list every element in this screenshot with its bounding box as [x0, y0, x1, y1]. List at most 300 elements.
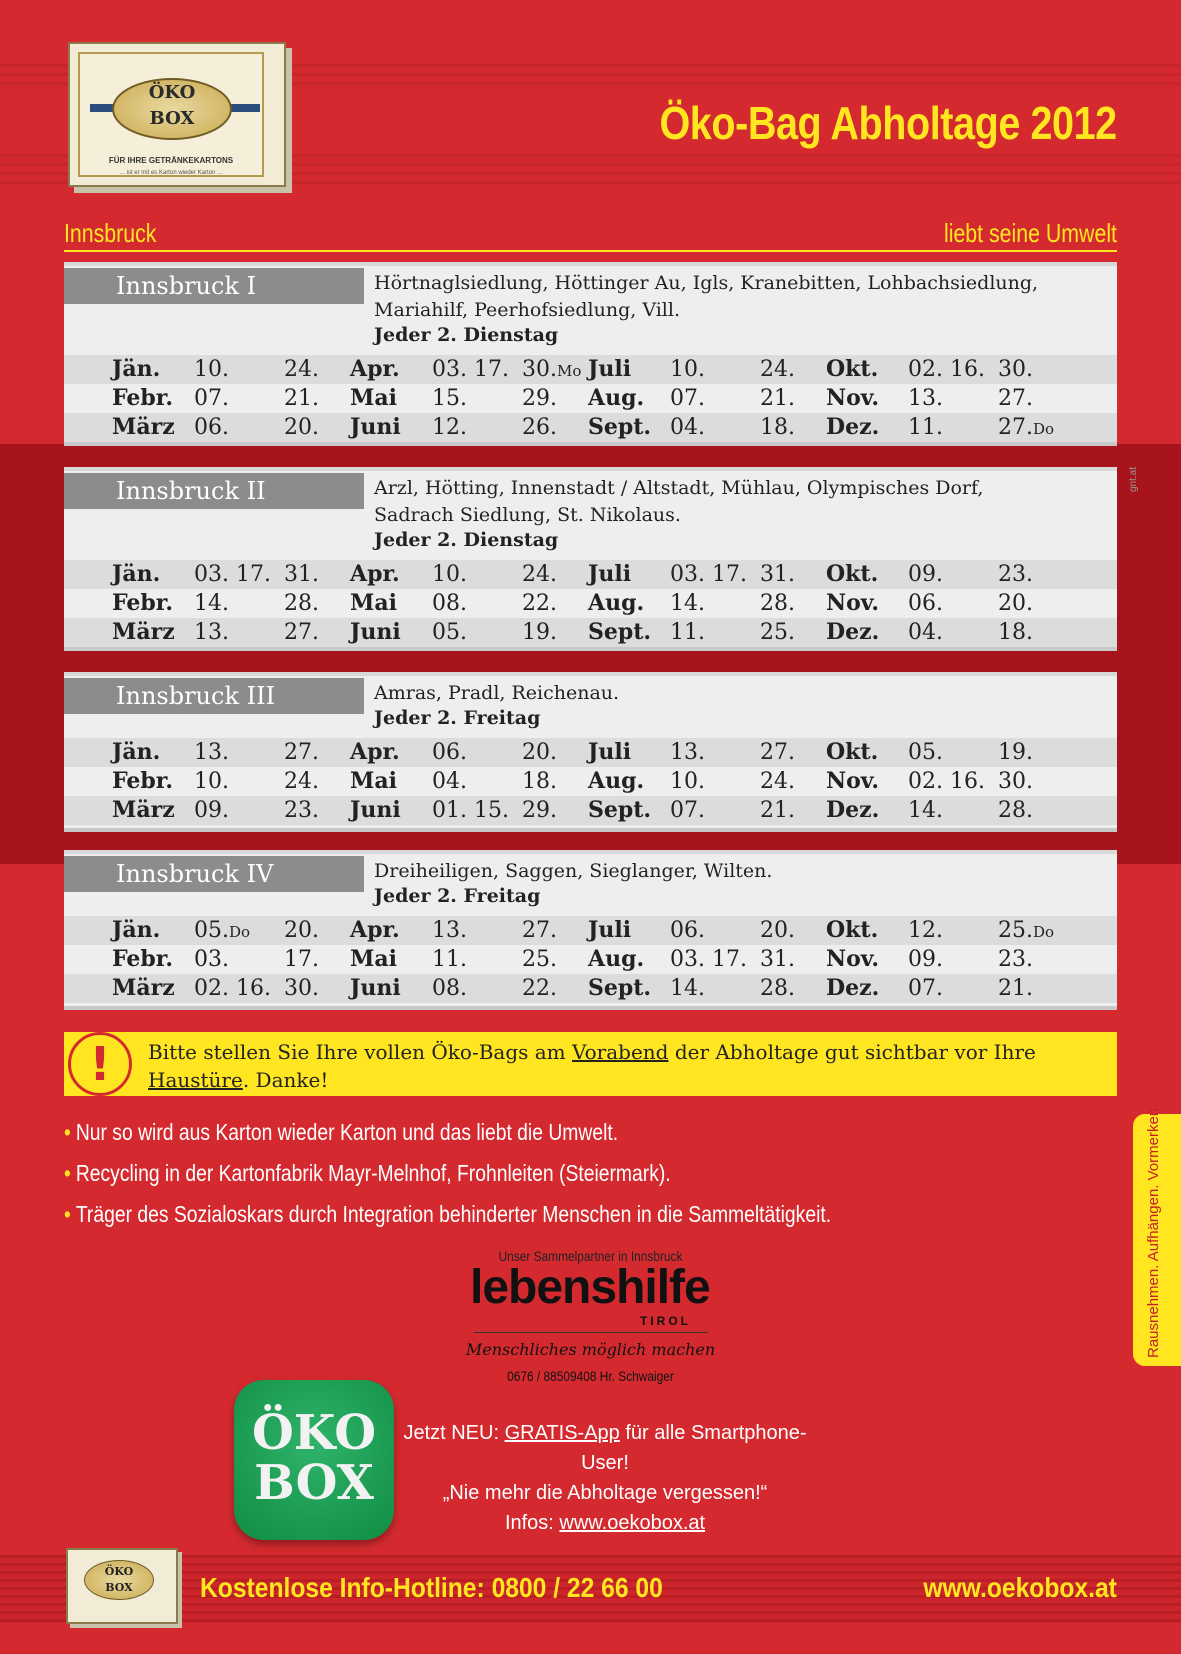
bullet-dot-icon: • [64, 1160, 71, 1186]
date-value: 25. [522, 947, 557, 972]
pickup-date [194, 384, 229, 413]
app-icon[interactable] [234, 1380, 394, 1540]
pickup-date [194, 916, 250, 947]
bullet-item [64, 1194, 831, 1235]
date-value: 27. [998, 386, 1033, 411]
date-value: 21. [284, 386, 319, 411]
date-value: 14. [670, 591, 705, 616]
pickup-date [760, 355, 795, 384]
side-credit: gnt.at [1128, 466, 1139, 492]
pickup-date [194, 589, 229, 618]
month-label: Mai [350, 590, 397, 616]
pickup-date [670, 384, 705, 413]
pickup-date [432, 618, 467, 647]
pickup-date [522, 796, 557, 825]
pickup-date [998, 916, 1054, 947]
schedule-rule: Jeder 2. Dienstag [374, 324, 559, 346]
date-value: 30. [284, 976, 319, 1001]
pickup-date [194, 974, 271, 1003]
month-label: Jän. [112, 739, 161, 765]
date-row [64, 974, 1117, 1003]
pickup-date [908, 384, 943, 413]
date-value: 24. [760, 769, 795, 794]
pickup-date [908, 560, 943, 589]
date-value: 20. [284, 918, 319, 943]
page-title: Öko-Bag Abholtage 2012 [659, 97, 1117, 149]
pickup-date [998, 355, 1033, 384]
date-value: 04. [432, 769, 467, 794]
date-value: 20. [522, 740, 557, 765]
pickup-date [432, 355, 509, 384]
date-value: 10. [670, 769, 705, 794]
pickup-date [908, 974, 943, 1003]
date-value: 13. [908, 386, 943, 411]
footer-logo [66, 1548, 178, 1624]
date-value: 06. [670, 918, 705, 943]
date-value: 09. [908, 562, 943, 587]
date-value: 23. [998, 947, 1033, 972]
date-value: 27. [284, 740, 319, 765]
pickup-date [760, 945, 795, 974]
partner-caption: Unser Sammelpartner in Innsbruck [498, 1248, 683, 1264]
date-rows [64, 355, 1117, 442]
pickup-date [670, 355, 705, 384]
month-label: Juni [350, 414, 401, 440]
pickup-date [284, 355, 319, 384]
month-label: Aug. [588, 385, 645, 411]
month-label: Dez. [826, 414, 880, 440]
divider-line [64, 250, 1117, 252]
app-icon-line1: ÖKO [251, 1405, 377, 1461]
month-label: März [112, 414, 175, 440]
pickup-date [760, 767, 795, 796]
month-label: Juni [350, 619, 401, 645]
date-value: 04. [670, 415, 705, 440]
month-label: Okt. [826, 917, 879, 943]
pickup-date [998, 413, 1054, 444]
date-value: 18. [522, 769, 557, 794]
month-label: März [112, 975, 175, 1001]
date-value: 07. [670, 798, 705, 823]
date-value: 11. [432, 947, 467, 972]
month-label: Febr. [112, 768, 174, 794]
pickup-date [432, 413, 467, 442]
notice-part2: der Abholtage gut sichtbar vor Ihre [668, 1040, 1036, 1064]
bullet-text: Träger des Sozialoskars durch Integration behinderter Menschen in die Sammeltätigkeit. [75, 1201, 832, 1227]
month-label: Nov. [826, 768, 880, 794]
pickup-date [432, 767, 467, 796]
date-value: 03. 17. [670, 947, 747, 972]
date-value: 14. [670, 976, 705, 1001]
logo-frame [78, 52, 264, 177]
date-value: 14. [194, 591, 229, 616]
pickup-date [760, 796, 795, 825]
month-label: Mai [350, 946, 397, 972]
pickup-date [760, 618, 795, 647]
pickup-date [522, 384, 557, 413]
date-value: 30. [998, 357, 1033, 382]
side-tab [1133, 1103, 1181, 1366]
month-label: Juli [588, 356, 632, 382]
date-value: 02. 16. [908, 769, 985, 794]
pickup-date [908, 589, 943, 618]
pickup-date [908, 413, 943, 442]
districts-line: Mariahilf, Peerhofsiedlung, Vill. [374, 299, 680, 321]
notice-part3: . Danke! [242, 1068, 329, 1092]
month-label: Apr. [350, 356, 400, 382]
oekobox-logo [68, 42, 286, 187]
pickup-date [670, 767, 705, 796]
pickup-date [760, 560, 795, 589]
date-value: 15. [432, 386, 467, 411]
date-value: 22. [522, 976, 557, 1001]
pickup-date [284, 618, 319, 647]
date-value: 03. [194, 947, 229, 972]
pickup-date [522, 355, 581, 386]
bullet-item [64, 1112, 831, 1153]
footer-logo-top: ÖKO [104, 1565, 134, 1578]
pickup-date [760, 738, 795, 767]
pickup-date [998, 560, 1033, 589]
logo-bottom-text: BOX [149, 108, 195, 129]
pickup-date [284, 738, 319, 767]
pickup-date [522, 974, 557, 1003]
pickup-date [522, 560, 557, 589]
notice-link-haustuere: Haustüre [148, 1068, 243, 1092]
pickup-date [670, 589, 705, 618]
website-link[interactable]: www.oekobox.at [559, 1512, 706, 1534]
month-label: Mai [350, 768, 397, 794]
date-value: 05. [194, 918, 229, 943]
logo-oval [112, 78, 232, 140]
logo-tagline: … ist er mit es Karton wieder Karton … [118, 170, 224, 176]
date-value: 09. [908, 947, 943, 972]
schedule-panel [64, 672, 1117, 832]
date-value: 05. [432, 620, 467, 645]
date-value: 13. [432, 918, 467, 943]
date-row [64, 384, 1117, 413]
pickup-date [194, 767, 229, 796]
pickup-date [432, 560, 467, 589]
month-label: Aug. [588, 946, 645, 972]
pickup-date [522, 413, 557, 442]
bullet-dot-icon: • [64, 1119, 71, 1145]
pickup-date [522, 618, 557, 647]
pickup-date [998, 767, 1033, 796]
month-label: Aug. [588, 768, 645, 794]
footer-logo-bottom: BOX [105, 1581, 133, 1594]
city-name: Innsbruck [64, 218, 157, 248]
side-tab-text: Rausnehmen. Aufhängen. Vormerken. [1145, 1103, 1162, 1358]
date-value: 18. [998, 620, 1033, 645]
month-label: Nov. [826, 385, 880, 411]
app-icon-line2: BOX [254, 1455, 374, 1511]
weekday-note: Do [1033, 923, 1055, 941]
logo-subtitle: FÜR IHRE GETRÄNKEKARTONS [108, 156, 234, 165]
footer-logo-oval [84, 1560, 154, 1600]
month-label: Dez. [826, 619, 880, 645]
pickup-date [998, 738, 1033, 767]
month-label: Sept. [588, 797, 652, 823]
weekday-note: Do [229, 923, 251, 941]
date-value: 28. [760, 976, 795, 1001]
pickup-date [670, 916, 705, 945]
date-value: 02. 16. [194, 976, 271, 1001]
month-label: Apr. [350, 739, 400, 765]
motto: liebt seine Umwelt [943, 218, 1117, 248]
month-label: Juni [350, 797, 401, 823]
area-label: Innsbruck IV [64, 856, 364, 892]
weekday-note: Do [1033, 420, 1055, 438]
pickup-date [670, 974, 705, 1003]
date-value: 23. [998, 562, 1033, 587]
date-row [64, 413, 1117, 442]
pickup-date [670, 560, 747, 589]
schedule-rule: Jeder 2. Freitag [374, 707, 541, 729]
date-value: 19. [998, 740, 1033, 765]
pickup-date [522, 916, 557, 945]
pickup-date [760, 384, 795, 413]
pickup-date [284, 916, 319, 945]
date-row [64, 589, 1117, 618]
date-row [64, 618, 1117, 647]
date-value: 03. 17. [194, 562, 271, 587]
app-promo-suffix: für alle Smartphone-User! [581, 1422, 807, 1474]
notice-text [148, 1038, 1088, 1094]
pickup-date [908, 916, 943, 945]
pickup-date [194, 945, 229, 974]
pickup-date [760, 413, 795, 442]
gratis-app-link[interactable]: GRATIS-App [504, 1422, 620, 1444]
pickup-date [908, 767, 985, 796]
pickup-date [760, 916, 795, 945]
month-label: Dez. [826, 975, 880, 1001]
date-row [64, 767, 1117, 796]
pickup-date [760, 589, 795, 618]
date-value: 07. [908, 976, 943, 1001]
pickup-date [432, 974, 467, 1003]
schedule-panel [64, 467, 1117, 651]
date-value: 06. [194, 415, 229, 440]
area-districts [374, 270, 1094, 324]
area-districts [374, 475, 1094, 529]
date-row [64, 796, 1117, 825]
date-value: 08. [432, 976, 467, 1001]
month-label: Sept. [588, 975, 652, 1001]
pickup-date [670, 945, 747, 974]
date-value: 30. [998, 769, 1033, 794]
partner-divider [474, 1332, 708, 1333]
pickup-date [998, 974, 1033, 1003]
month-label: Okt. [826, 356, 879, 382]
schedule-rule: Jeder 2. Dienstag [374, 529, 559, 551]
pickup-date [284, 974, 319, 1003]
date-value: 27. [522, 918, 557, 943]
area-label: Innsbruck III [64, 678, 364, 714]
month-label: Mai [350, 385, 397, 411]
date-value: 29. [522, 386, 557, 411]
date-value: 10. [194, 769, 229, 794]
pickup-date [432, 945, 467, 974]
date-value: 14. [908, 798, 943, 823]
date-value: 20. [760, 918, 795, 943]
month-label: Febr. [112, 590, 174, 616]
month-label: Febr. [112, 385, 174, 411]
date-value: 30. [522, 357, 557, 382]
pickup-date [908, 355, 985, 384]
app-promo [400, 1418, 810, 1538]
date-value: 25. [760, 620, 795, 645]
date-value: 06. [432, 740, 467, 765]
date-row [64, 916, 1117, 945]
month-label: Jän. [112, 561, 161, 587]
date-value: 13. [670, 740, 705, 765]
pickup-date [284, 767, 319, 796]
footer-website[interactable]: www.oekobox.at [923, 1572, 1117, 1603]
date-value: 28. [998, 798, 1033, 823]
date-value: 05. [908, 740, 943, 765]
app-promo-line3 [400, 1508, 810, 1538]
date-value: 10. [194, 357, 229, 382]
pickup-date [998, 589, 1033, 618]
date-value: 26. [522, 415, 557, 440]
notice-banner [64, 1032, 1117, 1096]
date-row [64, 945, 1117, 974]
partner-region: TIROL [640, 1314, 691, 1328]
pickup-date [284, 413, 319, 442]
date-value: 28. [760, 591, 795, 616]
date-row [64, 355, 1117, 384]
date-value: 19. [522, 620, 557, 645]
districts-line: Dreiheiligen, Saggen, Sieglanger, Wilten. [374, 860, 773, 882]
month-label: Febr. [112, 946, 174, 972]
date-value: 09. [194, 798, 229, 823]
pickup-date [670, 738, 705, 767]
month-label: März [112, 619, 175, 645]
date-value: 02. 16. [908, 357, 985, 382]
area-label: Innsbruck I [64, 268, 364, 304]
footer-hotline: Kostenlose Info-Hotline: 0800 / 22 66 00 [200, 1572, 663, 1603]
month-label: Nov. [826, 946, 880, 972]
app-promo-line1 [400, 1418, 810, 1478]
weekday-note: Mo [557, 362, 582, 380]
date-value: 27. [760, 740, 795, 765]
partner-logo-name: lebenshilfe [470, 1261, 710, 1314]
pickup-date [194, 355, 229, 384]
month-label: Sept. [588, 619, 652, 645]
month-label: Nov. [826, 590, 880, 616]
date-value: 10. [432, 562, 467, 587]
pickup-date [194, 413, 229, 442]
date-value: 10. [670, 357, 705, 382]
month-label: Jän. [112, 356, 161, 382]
districts-line: Arzl, Hötting, Innenstadt / Altstadt, Mühlau, Olympisches Dorf, [374, 477, 984, 499]
pickup-date [670, 413, 705, 442]
date-value: 21. [998, 976, 1033, 1001]
month-label: Okt. [826, 561, 879, 587]
date-row [64, 560, 1117, 589]
area-districts [374, 858, 1094, 885]
pickup-date [194, 796, 229, 825]
date-value: 01. 15. [432, 798, 509, 823]
bullet-list [64, 1112, 977, 1235]
date-value: 21. [760, 386, 795, 411]
month-label: Okt. [826, 739, 879, 765]
bullet-dot-icon: • [64, 1201, 71, 1227]
month-label: Apr. [350, 561, 400, 587]
exclamation-icon: ! [68, 1032, 132, 1096]
date-value: 24. [284, 769, 319, 794]
month-label: Dez. [826, 797, 880, 823]
pickup-date [194, 618, 229, 647]
schedule-rule: Jeder 2. Freitag [374, 885, 541, 907]
pickup-date [194, 560, 271, 589]
month-label: März [112, 797, 175, 823]
date-value: 25. [998, 918, 1033, 943]
pickup-date [284, 796, 319, 825]
pickup-date [522, 589, 557, 618]
date-value: 03. 17. [670, 562, 747, 587]
date-value: 18. [760, 415, 795, 440]
date-value: 12. [908, 918, 943, 943]
pickup-date [522, 767, 557, 796]
date-value: 07. [670, 386, 705, 411]
date-rows [64, 738, 1117, 825]
pickup-date [760, 974, 795, 1003]
date-value: 29. [522, 798, 557, 823]
month-label: Juli [588, 561, 632, 587]
month-label: Sept. [588, 414, 652, 440]
date-value: 12. [432, 415, 467, 440]
logo-top-text: ÖKO [148, 82, 196, 103]
pickup-date [284, 945, 319, 974]
date-value: 31. [284, 562, 319, 587]
month-label: Jän. [112, 917, 161, 943]
date-value: 28. [284, 591, 319, 616]
date-value: 24. [522, 562, 557, 587]
districts-line: Amras, Pradl, Reichenau. [374, 682, 620, 704]
date-value: 07. [194, 386, 229, 411]
partner-phone: 0676 / 88509408 Hr. Schwaiger [507, 1368, 674, 1384]
date-row [64, 738, 1117, 767]
pickup-date [284, 589, 319, 618]
pickup-date [908, 738, 943, 767]
app-promo-line2: „Nie mehr die Abholtage vergessen!“ [442, 1482, 768, 1504]
date-value: 21. [760, 798, 795, 823]
date-value: 24. [284, 357, 319, 382]
month-label: Apr. [350, 917, 400, 943]
pickup-date [432, 916, 467, 945]
pickup-date [522, 945, 557, 974]
pickup-date [432, 796, 509, 825]
districts-line: Hörtnaglsiedlung, Höttinger Au, Igls, Kranebitten, Lohbachsiedlung, [374, 272, 1039, 294]
pickup-date [998, 618, 1033, 647]
app-info-label: Infos: [504, 1512, 560, 1534]
districts-line: Sadrach Siedlung, St. Nikolaus. [374, 504, 681, 526]
schedule-panel [64, 850, 1117, 1010]
pickup-date [670, 796, 705, 825]
month-label: Juni [350, 975, 401, 1001]
partner-slogan: Menschliches möglich machen [465, 1340, 716, 1359]
area-label: Innsbruck II [64, 473, 364, 509]
date-rows [64, 916, 1117, 1003]
pickup-date [284, 560, 319, 589]
pickup-date [522, 738, 557, 767]
date-value: 31. [760, 562, 795, 587]
bullet-item [64, 1153, 831, 1194]
pickup-date [432, 384, 467, 413]
pickup-date [284, 384, 319, 413]
